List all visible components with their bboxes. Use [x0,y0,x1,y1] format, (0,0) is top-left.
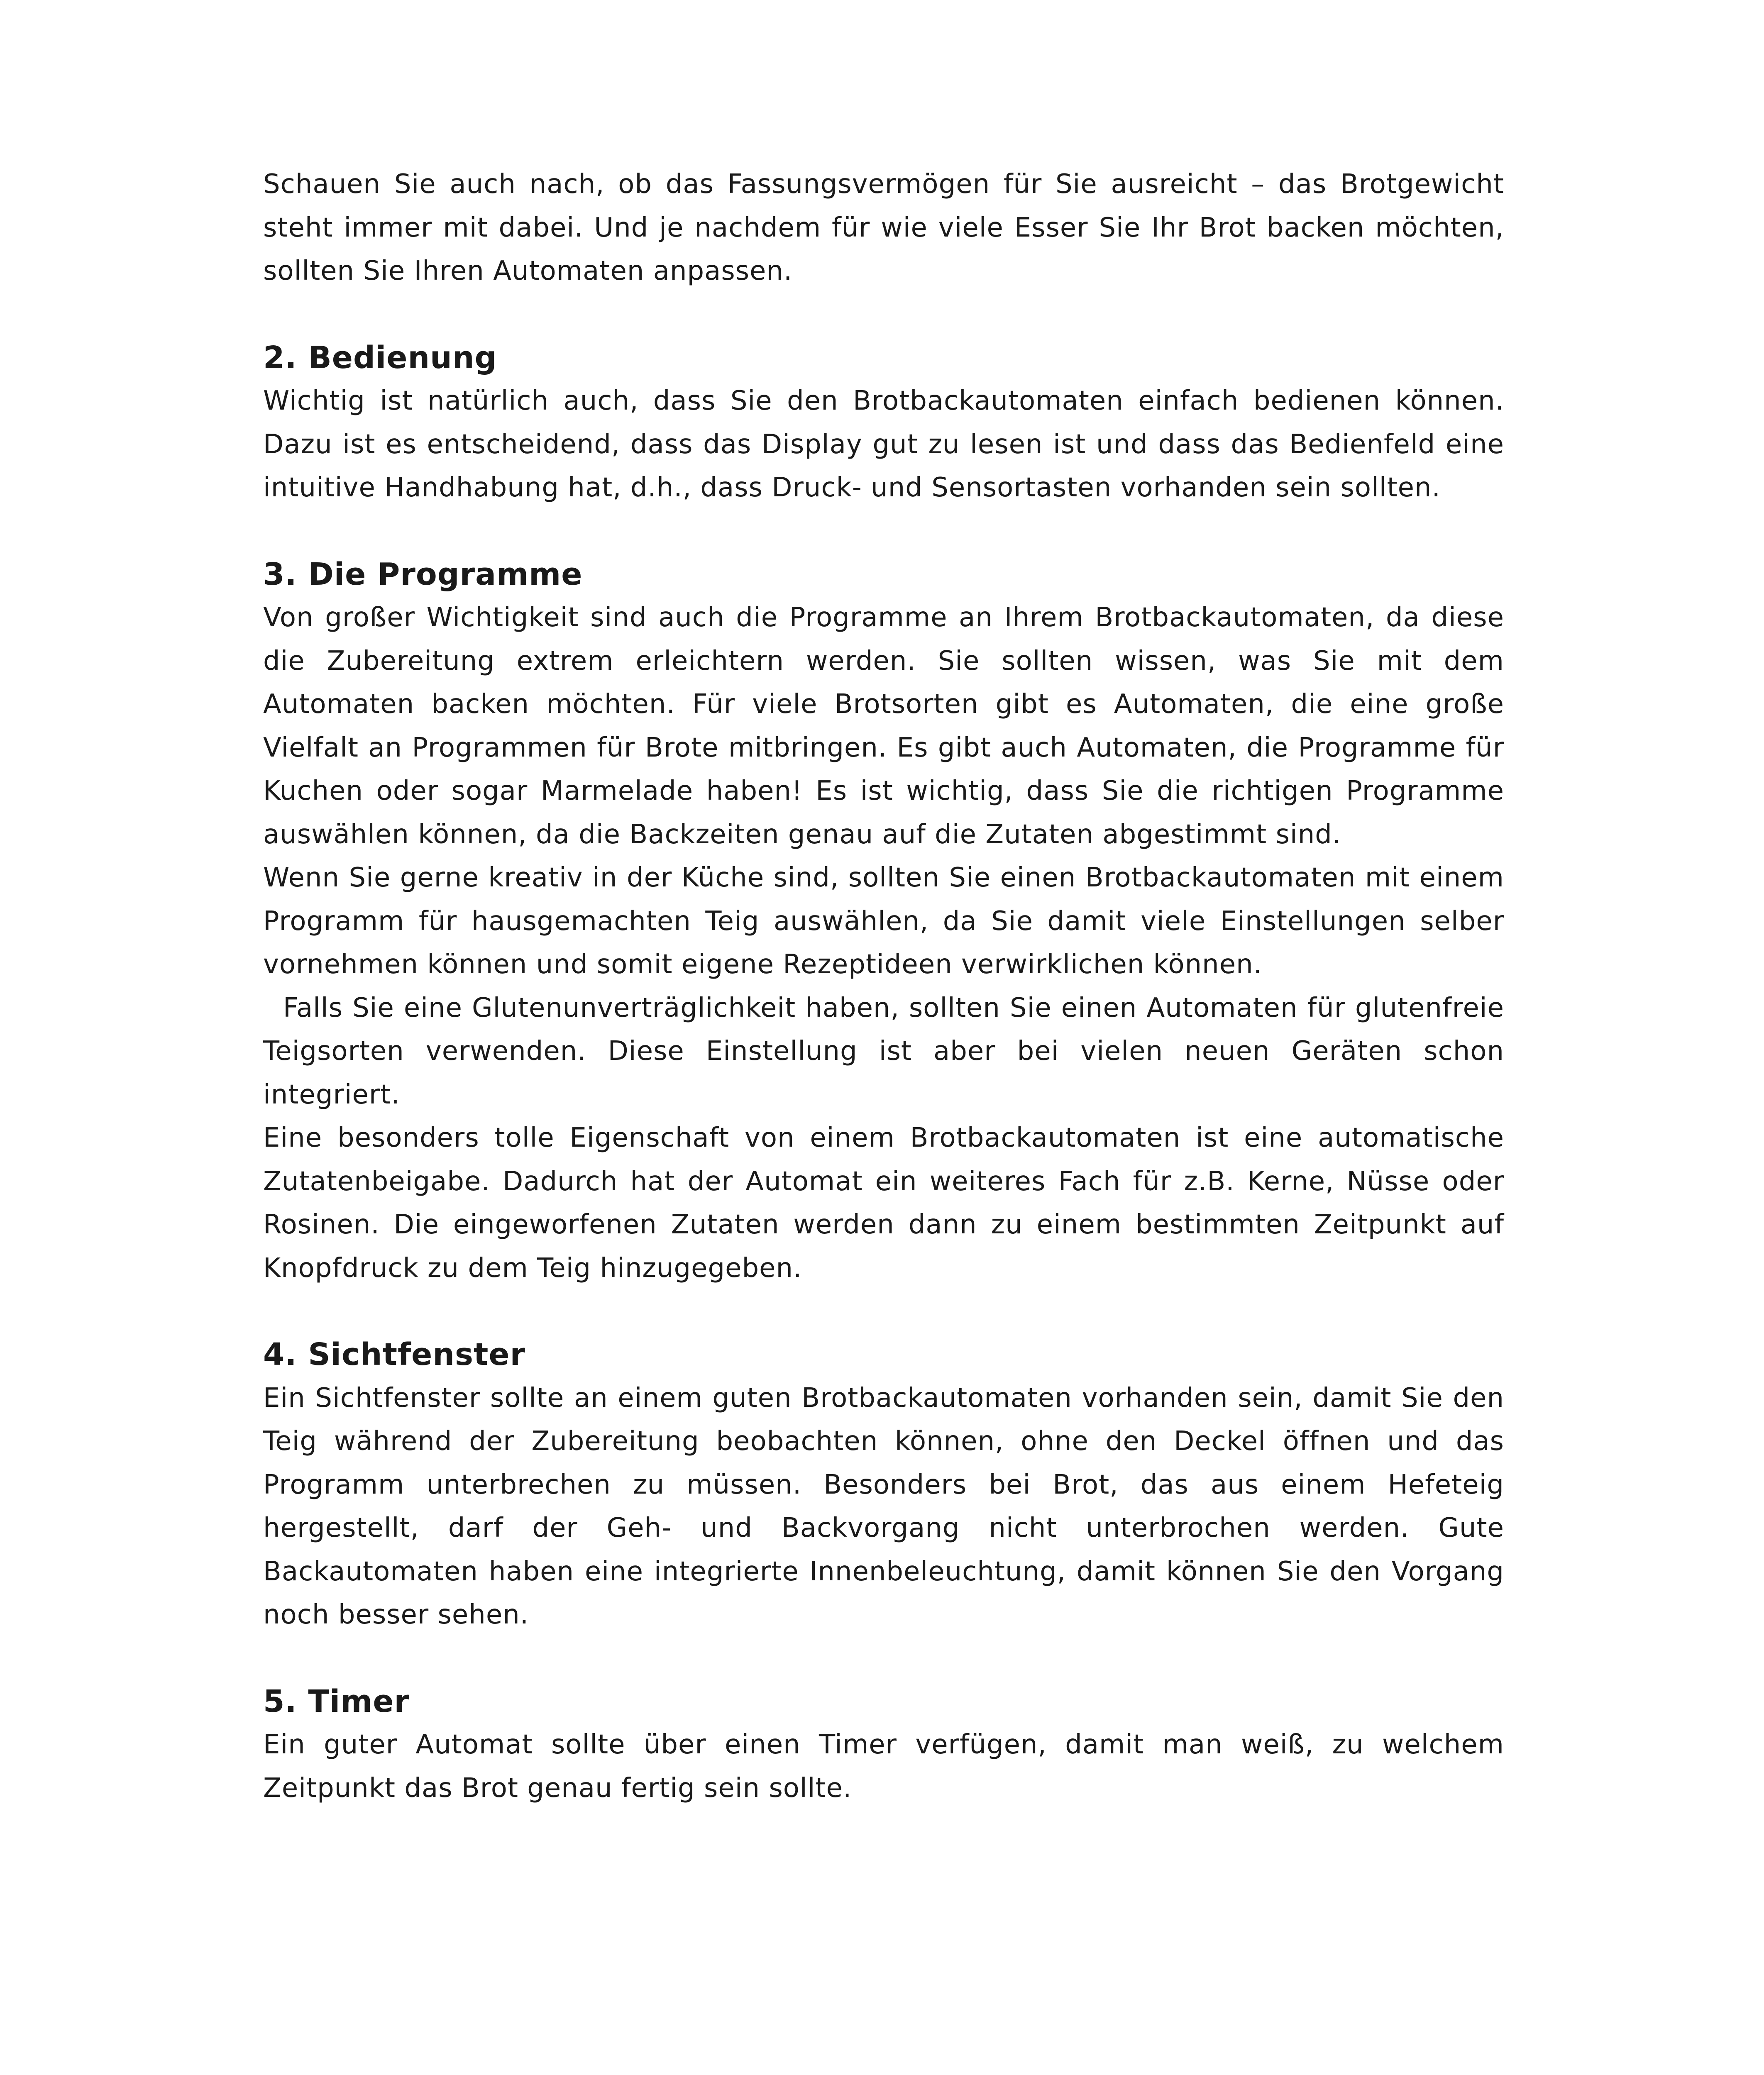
section-paragraph: Ein Sichtfenster sollte an einem guten Brotbackautomaten vorhanden sein, damit Sie den Teig während der Zubereitung beobachten können, ohne den Deckel öffnen und das Programm unterbrechen zu müssen. Besonders bei Brot, das aus einem Hefeteig hergestellt, darf der Geh- und Backvorgang nicht unterbrochen werden. Gute Backautomaten haben eine integrierte Innenbeleuchtung, damit können Sie den Vorgang noch besser sehen. [263,1382,1504,1630]
section-programme [263,553,1504,1290]
section-timer [263,1680,1504,1810]
document-page [263,163,1504,1810]
section-sichtfenster [263,1333,1504,1637]
section-heading: 2. Bedienung [263,339,497,376]
section-paragraph: Von großer Wichtigkeit sind auch die Programme an Ihrem Brotbackautomaten, da diese die Zubereitung extrem erleichtern werden. Sie sollten wissen, was Sie mit dem Automaten backen möchten. Für viele Brotsorten gibt es Automaten, die eine große Vielfalt an Programmen für Brote mitbringen. Es gibt auch Automaten, die Programme für Kuchen oder sogar Marmelade haben! Es ist wichtig, dass Sie die richtigen Programme auswählen können, da die Backzeiten genau auf die Zutaten abgestimmt sind. [263,602,1504,850]
section-paragraph: Falls Sie eine Glutenunverträglichkeit haben, sollten Sie einen Automaten für glutenfreie Teigsorten verwenden. Diese Einstellung ist aber bei vielen neuen Geräten schon integriert. [263,992,1504,1110]
section-heading: 4. Sichtfenster [263,1337,526,1372]
section-heading: 5. Timer [263,1683,410,1719]
section-paragraph: Wichtig ist natürlich auch, dass Sie den Brotbackautomaten einfach bedienen können. Dazu ist es entscheidend, dass das Display gut zu lesen ist und dass das Bedienfeld eine intuitive Handhabung hat, d.h., dass Druck- und Sensortasten vorhanden sein sollten. [263,386,1504,503]
section-paragraph: Eine besonders tolle Eigenschaft von einem Brotbackautomaten ist eine automatische Zutatenbeigabe. Dadurch hat der Automat ein weiteres Fach für z.B. Kerne, Nüsse oder Rosinen. Die eingeworfenen Zutaten werden dann zu einem bestimmten Zeitpunkt auf Knopfdruck zu dem Teig hinzugegeben. [263,1123,1504,1284]
intro-paragraph: Schauen Sie auch nach, ob das Fassungsvermögen für Sie ausreicht – das Brotgewicht steht immer mit dabei. Und je nachdem für wie viele Esser Sie Ihr Brot backen möchten, sollten Sie Ihren Automaten anpassen. [263,169,1504,286]
section-paragraph: Wenn Sie gerne kreativ in der Küche sind, sollten Sie einen Brotbackautomaten mit einem Programm für hausgemachten Teig auswählen, da Sie damit viele Einstellungen selber vornehmen können und somit eigene Rezeptideen verwirklichen können. [263,862,1504,980]
section-heading: 3. Die Programme [263,556,583,592]
section-bedienung [263,336,1504,510]
section-paragraph: Ein guter Automat sollte über einen Timer verfügen, damit man weiß, zu welchem Zeitpunkt das Brot genau fertig sein sollte. [263,1729,1504,1804]
